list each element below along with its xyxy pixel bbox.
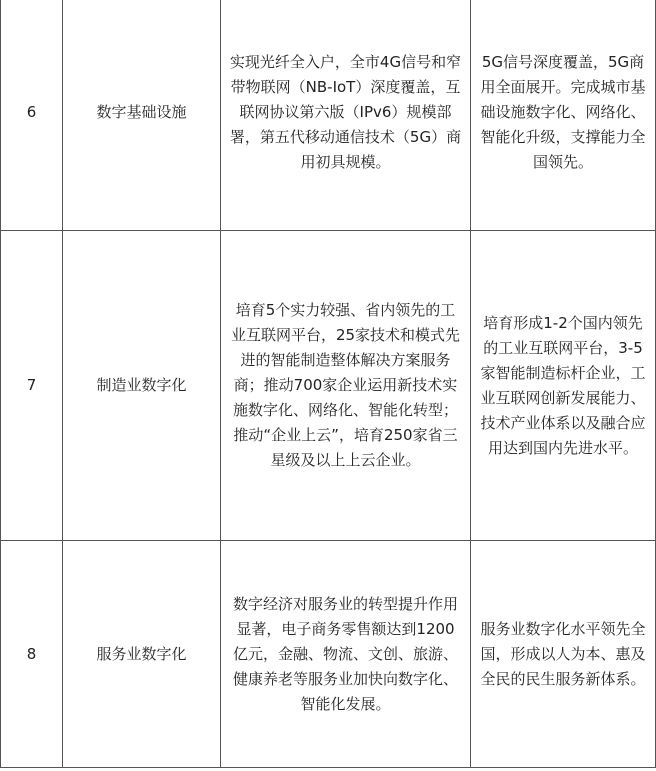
target-goal-text: 5G信号深度覆盖，5G商用全面展开。完成城市基础设施数字化、网络化、智能化升级，支撑能力全国领先。: [480, 53, 646, 171]
target-goal-cell: [471, 541, 656, 768]
table-row: [1, 541, 656, 768]
current-goal-text: 实现光纤全入户，全市4G信号和窄带物联网（NB-IoT）深度覆盖，互联网协议第六版（IPv6）规模部署，第五代移动通信技术（5G）商用初具规模。: [229, 53, 462, 171]
row-number: 7: [1, 231, 63, 541]
row-number: 6: [1, 0, 63, 231]
table-row: [1, 231, 656, 541]
current-goal-cell: [221, 541, 471, 768]
current-goal-cell: [221, 0, 471, 231]
area-name: 制造业数字化: [63, 231, 221, 541]
area-name: 服务业数字化: [63, 541, 221, 768]
table-row: [1, 0, 656, 231]
row-number: 8: [1, 541, 63, 768]
target-goal-text: 培育形成1-2个国内领先的工业互联网平台，3-5家智能制造标杆企业，工业互联网创新发展能力、技术产业体系以及融合应用达到国内先进水平。: [480, 313, 646, 457]
target-goal-cell: [471, 0, 656, 231]
target-goal-cell: [471, 231, 656, 541]
current-goal-cell: [221, 231, 471, 541]
current-goal-text: 培育5个实力较强、省内领先的工业互联网平台，25家技术和模式先进的智能制造整体解决方案服务商；推动700家企业运用新技术实施数字化、网络化、智能化转型；推动“企业上云”，培育250家省三星级及以上上云企业。: [230, 301, 461, 469]
area-name: 数字基础设施: [63, 0, 221, 231]
target-goal-text: 服务业数字化水平领先全国，形成以人为本、惠及全民的民生服务新体系。: [480, 619, 646, 688]
current-goal-text: 数字经济对服务业的转型提升作用显著，电子商务零售额达到1200亿元，金融、物流、文创、旅游、健康养老等服务业加快向数字化、智能化发展。: [232, 594, 458, 713]
